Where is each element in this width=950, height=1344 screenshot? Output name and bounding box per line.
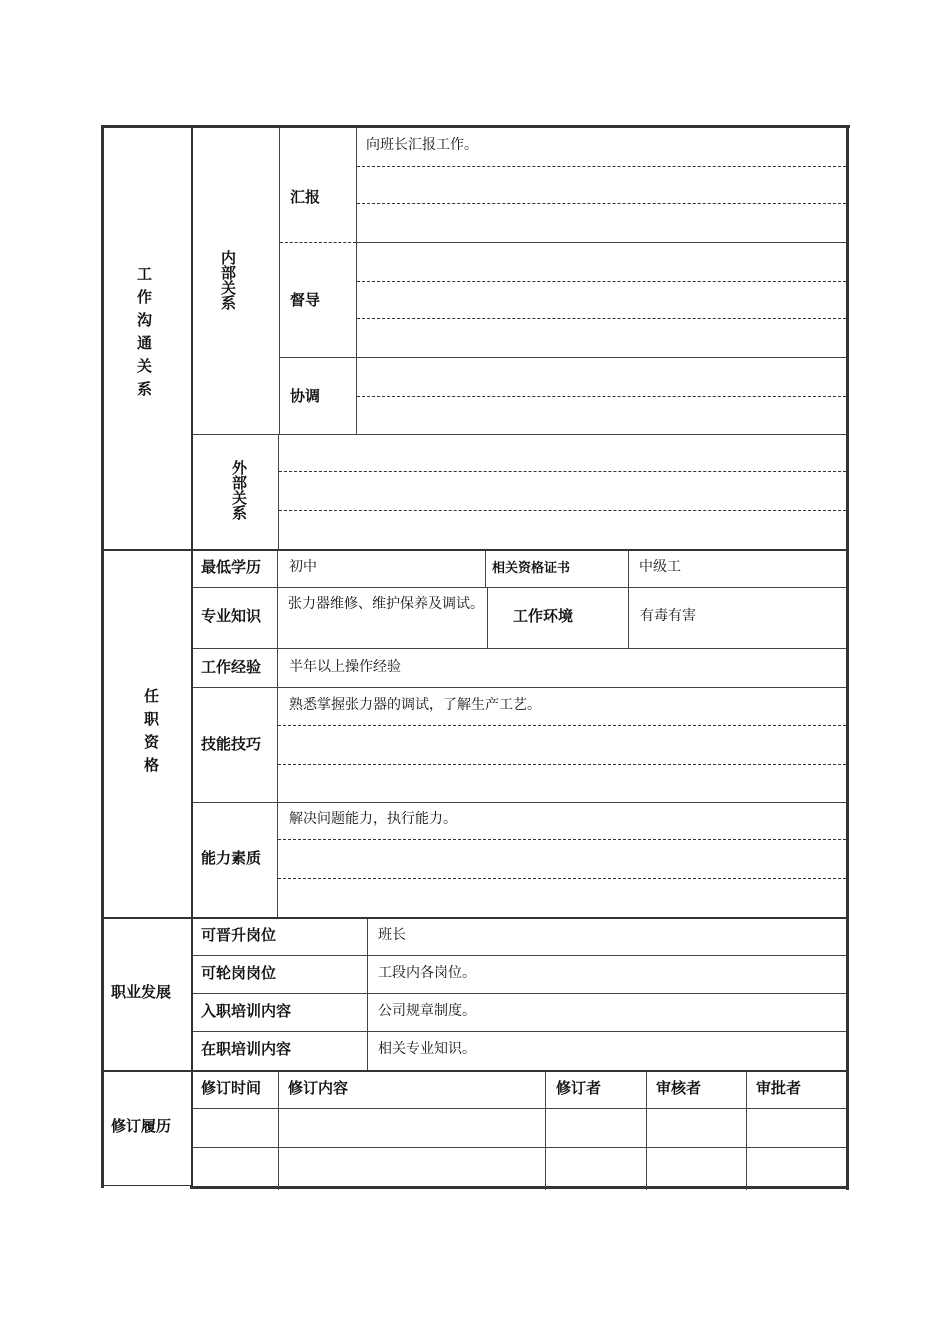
col-divider-internal xyxy=(279,127,280,435)
internal-bottom-line xyxy=(193,434,846,435)
external-relations-label: 外部关系 xyxy=(230,460,248,520)
career-value-inservice: 相关专业知识。 xyxy=(378,1041,476,1057)
education-value: 初中 xyxy=(289,559,317,575)
education-divider xyxy=(485,551,486,588)
col-divider-main xyxy=(191,127,193,1187)
environment-value: 有毒有害 xyxy=(640,608,696,624)
table-top-border xyxy=(101,125,850,128)
qual-row1-bottom xyxy=(193,587,846,588)
certificate-divider xyxy=(628,551,629,649)
qualification-section-bottom xyxy=(103,917,846,919)
qual-row2-bottom xyxy=(193,648,846,649)
revision-row1-bottom xyxy=(193,1147,846,1148)
ability-dash-2 xyxy=(278,878,846,879)
supervise-dash-2 xyxy=(357,318,846,319)
career-section-label: 职业发展 xyxy=(111,983,172,1001)
revision-header-approver: 审批者 xyxy=(756,1079,802,1097)
career-value-rotation: 工段内各岗位。 xyxy=(378,965,476,981)
report-dash-1 xyxy=(357,166,846,167)
revision-col2-divider xyxy=(545,1072,546,1190)
education-label: 最低学历 xyxy=(201,558,262,576)
career-section-bottom xyxy=(103,1070,846,1072)
col-divider-external xyxy=(278,435,279,549)
external-dash-1 xyxy=(279,471,846,472)
revision-col4-divider xyxy=(746,1072,747,1190)
table-right-border xyxy=(846,125,849,1190)
report-dash-2 xyxy=(357,203,846,204)
ability-value: 解决问题能力，执行能力。 xyxy=(289,811,457,827)
knowledge-label: 专业知识 xyxy=(201,607,262,625)
coordinate-label: 协调 xyxy=(290,387,321,405)
qual-row3-bottom xyxy=(193,687,846,688)
external-dash-2 xyxy=(279,510,846,511)
skills-dash-2 xyxy=(278,764,846,765)
knowledge-divider xyxy=(487,588,488,649)
qual-label-divider xyxy=(277,551,278,917)
qualification-section-label: 任职资格 xyxy=(142,688,160,780)
career-label-inservice: 在职培训内容 xyxy=(201,1040,292,1058)
skills-label: 技能技巧 xyxy=(201,735,262,753)
skills-dash-1 xyxy=(278,725,846,726)
ability-label: 能力素质 xyxy=(201,849,262,867)
supervise-bottom-line xyxy=(280,357,846,358)
career-value-divider xyxy=(367,919,368,1070)
certificate-value: 中级工 xyxy=(639,559,681,575)
revision-header-reviser: 修订者 xyxy=(556,1079,602,1097)
experience-value: 半年以上操作经验 xyxy=(289,659,401,675)
qual-row4-bottom xyxy=(193,802,846,803)
internal-relations-label: 内部关系 xyxy=(219,250,237,310)
report-label-divider xyxy=(280,242,356,243)
revision-header-reviewer: 审核者 xyxy=(656,1079,702,1097)
communication-section-bottom xyxy=(103,549,846,551)
revision-col1-divider xyxy=(278,1072,279,1190)
ability-dash-1 xyxy=(278,839,846,840)
experience-label: 工作经验 xyxy=(201,658,262,676)
report-label: 汇报 xyxy=(290,188,321,206)
report-text: 向班长汇报工作。 xyxy=(366,137,478,153)
revision-header-time: 修订时间 xyxy=(201,1079,262,1097)
revision-section-label: 修订履历 xyxy=(111,1117,172,1135)
career-row3-bottom xyxy=(193,1031,846,1032)
environment-label: 工作环境 xyxy=(513,607,574,625)
career-row2-bottom xyxy=(193,993,846,994)
coordinate-dash-1 xyxy=(357,396,846,397)
career-value-onboarding: 公司规章制度。 xyxy=(378,1003,476,1019)
career-label-onboarding: 入职培训内容 xyxy=(201,1002,292,1020)
report-bottom-line xyxy=(357,242,846,243)
career-row1-bottom xyxy=(193,955,846,956)
supervise-label: 督导 xyxy=(290,291,321,309)
career-label-promotion: 可晋升岗位 xyxy=(201,926,277,944)
table-left-border xyxy=(101,125,104,1188)
table-bottom-border xyxy=(190,1186,849,1189)
revision-header-content: 修订内容 xyxy=(288,1079,349,1097)
career-label-rotation: 可轮岗岗位 xyxy=(201,964,277,982)
communication-section-label: 工作沟通关系 xyxy=(135,266,153,404)
knowledge-value: 张力器维修、维护保养及调试。 xyxy=(288,596,484,612)
revision-col3-divider xyxy=(646,1072,647,1190)
table-bottom-left-border xyxy=(101,1185,191,1186)
skills-value: 熟悉掌握张力器的调试，了解生产工艺。 xyxy=(289,697,541,713)
supervise-dash-1 xyxy=(357,281,846,282)
career-value-promotion: 班长 xyxy=(378,927,406,943)
revision-header-bottom xyxy=(193,1108,846,1109)
certificate-label: 相关资格证书 xyxy=(492,561,571,576)
